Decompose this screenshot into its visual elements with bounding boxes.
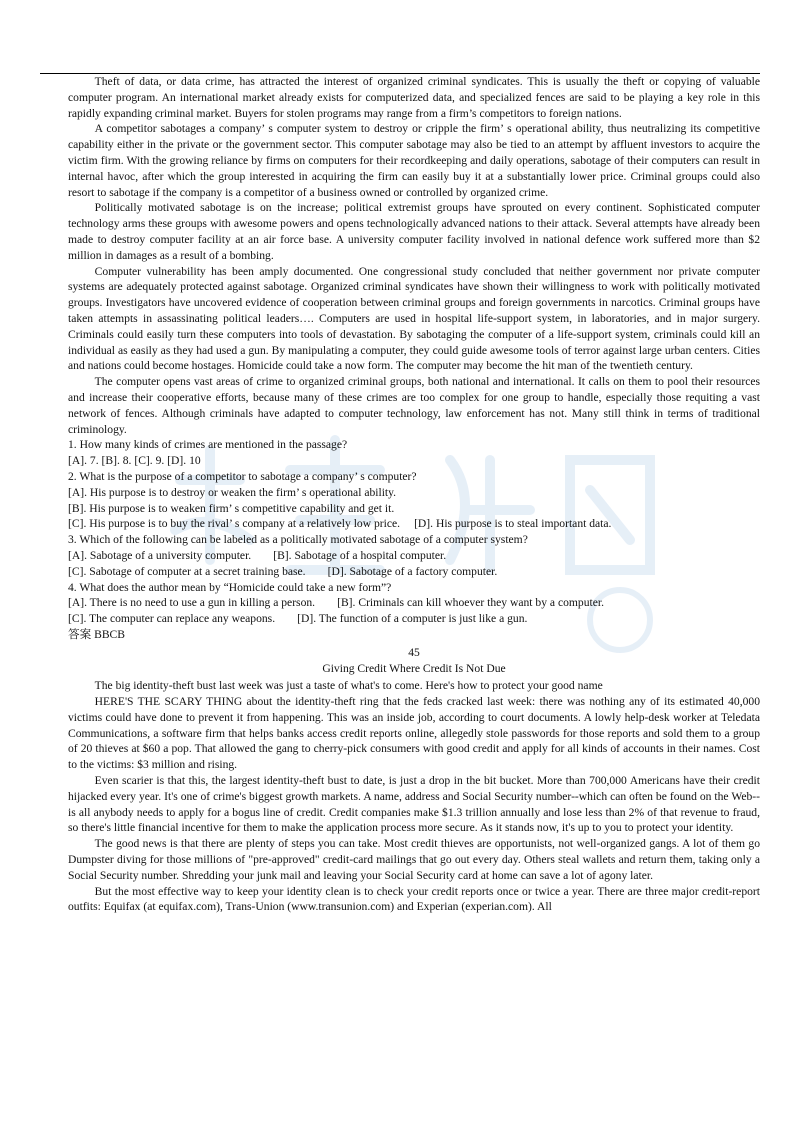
passage1-paragraph-3: Politically motivated sabotage is on the increase; political extremist groups have sprouted on every continent. Sophisticated computer technology arms these groups with awesome powers and opens technologically advanced nations to their attack. Several attempts have already been made to destroy computer facility at an air force base. A university computer facility involved in national defence work suffered more than $2 million in damages as a result of a bombing. (68, 201, 760, 262)
question-2-option-c: [C]. His purpose is to buy the rival’ s company at a relatively low price. (68, 517, 401, 531)
question-3-option-b: [B]. Sabotage of a hospital computer. (273, 548, 447, 562)
question-2-options-cd (68, 516, 760, 532)
question-3-options-cd (68, 564, 760, 580)
question-3-option-d: [D]. Sabotage of a factory computer. (327, 564, 498, 578)
question-4-options-ab (68, 595, 760, 611)
answer-key: 答案 BBCB (68, 627, 126, 641)
question-1: 1. How many kinds of crimes are mentioned in the passage? (68, 438, 348, 452)
passage1-paragraph-5: The computer opens vast areas of crime to organized criminal groups, both national and international. It calls on them to pool their resources and increase their cooperative efforts, because many of these crimes are too complex for one group to handle, especially those requiting a vast network of fences. Although criminals have adapted to computer technology, law enforcement has not. Many still think in terms of traditional criminology. (68, 375, 760, 436)
question-2-option-b: [B]. His purpose is to weaken firm’ s competitive capability and get it. (68, 501, 395, 515)
document-page (68, 74, 760, 915)
question-4-option-b: [B]. Criminals can kill whoever they want by a computer. (337, 596, 604, 610)
question-4-option-c: [C]. The computer can replace any weapons. (68, 612, 276, 626)
passage2-paragraph-2: Even scarier is that this, the largest identity-theft bust to date, is just a drop in the bit bucket. More than 700,000 Americans have their credit hijacked every year. It's one of crime's biggest growth markets. A name, address and Social Security number--which can often be found on the Web--is all anybody needs to apply for a bogus line of credit. Credit companies make $1.3 trillion annually and lose less than 2% of that revenue to fraud, so there's little financial incentive for them to make the application process more secure. As it stands now, it's up to you to protect your identity. (68, 774, 760, 835)
passage2-paragraph-1: HERE'S THE SCARY THING about the identity-theft ring that the feds cracked last week: there was nothing any of its estimated 40,000 victims could have done to prevent it from happening. This was an inside job, according to court documents. A lowly help-desk worker at Teledata Communications, a software firm that helps banks access credit reports online, allegedly stole passwords for those reports and sold them to a group of 20 thieves at $60 a pop. That allowed the gang to cherry-pick consumers with good credit and apply for all kinds of accounts in their names. Cost to the victims: $3 million and rising. (68, 695, 760, 772)
question-3-options-ab (68, 548, 760, 564)
question-4-option-a: [A]. There is no need to use a gun in killing a person. (68, 596, 316, 610)
question-2-option-a: [A]. His purpose is to destroy or weaken the firm’ s operational ability. (68, 485, 397, 499)
passage1-paragraph-4: Computer vulnerability has been amply documented. One congressional study concluded that neither government nor private computer systems are adequately protected against sabotage. Organized criminal syndicates have shown their willingness to work with politically motivated groups. Investigators have uncovered evidence of cooperation between criminal groups and foreign governments in narcotics. Criminal groups have taken attempts in assassinating political leaders…. Computers are used in hospital life-support system, in laboratories, and in major surgery. Criminals could easily turn these computers into tools of devastation. By sabotaging the computer of a life-support system, criminals could kill an individual as easily as they had used a gun. By manipulating a computer, they could guide awesome tools of terror against large urban centers. Cities and nations could become hostages. Homicide could take a now form. The computer may become the hit man of the twentieth century. (68, 264, 760, 373)
question-3: 3. Which of the following can be labeled as a politically motivated sabotage of a computer system? (68, 533, 528, 547)
question-3-option-a: [A]. Sabotage of a university computer. (68, 548, 252, 562)
question-2: 2. What is the purpose of a competitor to sabotage a company’ s computer? (68, 469, 417, 483)
passage-title: Giving Credit Where Credit Is Not Due (322, 662, 506, 676)
question-4: 4. What does the author mean by “Homicide could take a new form”? (68, 580, 392, 594)
passage1-paragraph-1: Theft of data, or data crime, has attracted the interest of organized criminal syndicates. This is usually the theft or copying of valuable computer program. An international market already exists for computerized data, and specialized fences are said to be playing a key role in this rapidly expanding criminal market. Buyers for stolen programs may range from a firm’s competitors to foreign nations. (68, 75, 760, 120)
question-4-options-cd (68, 611, 760, 627)
question-1-options: [A]. 7. [B]. 8. [C]. 9. [D]. 10 (68, 454, 201, 468)
question-2-option-d: [D]. His purpose is to steal important data. (414, 517, 612, 531)
passage2-paragraph-4: But the most effective way to keep your identity clean is to check your credit reports once or twice a year. There are three major credit-report outfits: Equifax (at equifax.com), Trans-Union (www.transunion.com) and Experian (experian.com). All (68, 884, 760, 914)
passage1-paragraph-2: A competitor sabotages a company’ s computer system to destroy or cripple the firm’ s operational ability, thus neutralizing its competitive capability either in the private or the government sector. This computer sabotage may also be tied to an attempt by affluent investors to acquire the victim firm. With the growing reliance by firms on computers for their recordkeeping and daily operations, sabotage of their computers can result in internal havoc, after which the group interested in acquiring the firm can easily buy it at a substantially lower price. Criminal groups could also resort to sabotage if the company is a competitor of a business owned or controlled by organized crime. (68, 122, 760, 199)
passage-subtitle: The big identity-theft bust last week was just a taste of what's to come. Here's how to protect your good name (94, 679, 603, 693)
question-3-option-c: [C]. Sabotage of computer at a secret training base. (68, 564, 306, 578)
question-4-option-d: [D]. The function of a computer is just like a gun. (297, 612, 528, 626)
passage2-paragraph-3: The good news is that there are plenty of steps you can take. Most credit thieves are opportunists, not well-organized gangs. A lot of them go Dumpster diving for those millions of "pre-approved" credit-card mailings that go out every day. Others steal wallets and return them, taking only a Social Security number. Shredding your junk mail and leaving your Social Security card at home can save a lot of agony later. (68, 837, 760, 882)
passage-number: 45 (408, 645, 420, 659)
